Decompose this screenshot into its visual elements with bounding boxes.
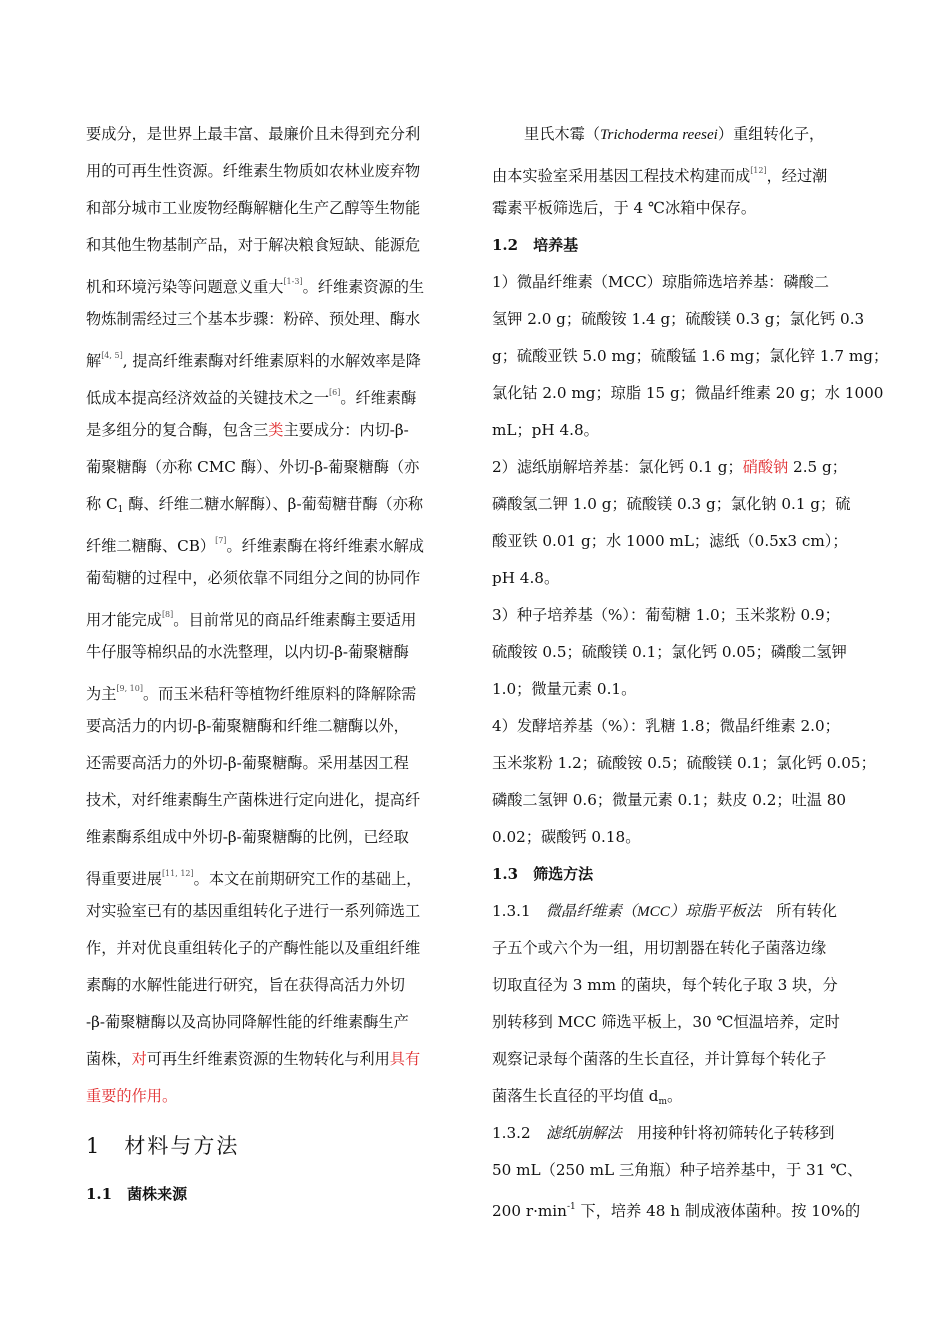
subscript: 1 (117, 505, 124, 515)
body-line (86, 272, 424, 297)
text-run: 2.5 g； (788, 458, 847, 476)
body-line: 50 mL（250 mL 三角瓶）种子培养基中，于 31 ℃、 (492, 1161, 863, 1179)
body-line: 牛仔服等棉织品的水洗整理，以内切-β-葡聚糖酶 (86, 643, 409, 661)
text-run: 200 r·min (492, 1202, 567, 1220)
text-run: 。 (666, 1087, 683, 1105)
highlighted-text: 硝酸钠 (742, 458, 789, 476)
text-run: , 提高纤维素酶对纤维素原料的水解效率是降 (122, 352, 421, 370)
body-line: 3）种子培养基（%）：葡萄糖 1.0；玉米浆粉 0.9； (492, 606, 840, 624)
body-line: 切取直径为 3 mm 的菌块，每个转化子取 3 块，分 (492, 976, 838, 994)
body-line (86, 531, 424, 556)
citation: [4, 5] (101, 351, 123, 360)
body-line: -β-葡聚糖酶以及高协同降解性能的纤维素酶生产 (86, 1013, 409, 1031)
body-line (492, 1197, 860, 1221)
text-run: 1.3.1 (492, 902, 546, 920)
citation: [8] (161, 610, 174, 619)
method-title: 滤纸崩解法 (545, 1125, 622, 1142)
subscript: m (658, 1097, 667, 1107)
text-run: 解 (86, 352, 102, 370)
subsection-heading: 1.1 菌株来源 (86, 1185, 188, 1203)
body-line (492, 901, 837, 922)
body-line: 1）微晶纤维素（MCC）琼脂筛选培养基：磷酸二 (492, 273, 830, 291)
body-line (86, 420, 409, 440)
body-line (86, 494, 423, 520)
body-line (86, 383, 416, 408)
body-line (492, 1123, 834, 1144)
body-line: 维素酶系组成中外切-β-葡聚糖酶的比例，已经取 (86, 828, 409, 846)
body-line: 和其他生物基制产品，对于解决粮食短缺、能源危 (86, 236, 421, 254)
body-line: 要成分，是世界上最丰富、最廉价且未得到充分利 (86, 125, 421, 143)
body-line: 重要的作用。 (86, 1087, 178, 1105)
body-line (492, 161, 827, 186)
text-run: 用接种针将初筛转化子转移到 (621, 1124, 835, 1142)
body-line: 和部分城市工业废物经酶解糖化生产乙醇等生物能 (86, 199, 421, 217)
body-line (86, 605, 416, 630)
body-line: 要高活力的内切-β-葡聚糖酶和纤维二糖酶以外， (86, 717, 409, 735)
body-line: 磷酸二氢钾 0.6；微量元素 0.1；麸皮 0.2；吐温 80 (492, 791, 847, 809)
highlighted-text: 对 (131, 1050, 147, 1068)
body-line: 0.02；碳酸钙 0.18。 (492, 828, 641, 846)
text-run: 为主 (86, 685, 117, 703)
body-line: 子五个或六个为一组，用切割器在转化子菌落边缘 (492, 939, 827, 957)
text-run: 菌落生长直径的平均值 d (492, 1087, 659, 1105)
text-run: 。纤维素酶在将纤维素水解成 (226, 537, 424, 555)
body-line: 4）发酵培养基（%）：乳糖 1.8；微晶纤维素 2.0； (492, 717, 840, 735)
body-line: mL；pH 4.8。 (492, 421, 599, 439)
text-run: 。纤维素酶 (340, 389, 417, 407)
body-line: 技术，对纤维素酶生产菌株进行定向进化，提高纤 (86, 791, 421, 809)
text-run: 主要成分：内切-β- (283, 421, 409, 439)
body-line: 霉素平板筛选后，于 4 ℃冰箱中保存。 (492, 199, 757, 217)
body-line (86, 679, 416, 704)
subsection-heading: 1.3 筛选方法 (492, 865, 594, 883)
text-run: 下，培养 48 h 制成液体菌种。按 10%的 (575, 1202, 861, 1220)
body-line (524, 124, 824, 145)
body-line (86, 1049, 420, 1069)
text-run: 用才能完成 (86, 611, 162, 629)
body-line: 硫酸铵 0.5；硫酸镁 0.1；氯化钙 0.05；磷酸二氢钾 (492, 643, 847, 661)
citation: [6] (329, 388, 341, 397)
body-line: 素酶的水解性能进行研究，旨在获得高活力外切 (86, 976, 405, 994)
text-run: 由本实验室采用基因工程技术构建而成 (492, 167, 751, 185)
body-line: pH 4.8。 (492, 569, 560, 587)
text-run: 可再生纤维素资源的生物转化与利用 (146, 1050, 390, 1068)
citation: [1-3] (283, 277, 303, 286)
body-line (86, 864, 421, 889)
text-run: 所有转化 (761, 902, 837, 920)
body-line: 酸亚铁 0.01 g；水 1000 mL；滤纸（0.5x3 cm）； (492, 532, 848, 550)
text-run: 得重要进展 (86, 870, 162, 888)
text-run: 。纤维素资源的生 (302, 278, 425, 296)
body-line: 氯化钴 2.0 mg；琼脂 15 g；微晶纤维素 20 g；水 1000 (492, 384, 884, 402)
body-line: 观察记录每个菌落的生长直径，并计算每个转化子 (492, 1050, 827, 1068)
body-line (86, 346, 421, 371)
text-run: 里氏木霉（ (524, 125, 600, 143)
method-title: 微晶纤维素（MCC）琼脂平板法 (545, 903, 762, 920)
highlighted-text: 类 (268, 421, 284, 439)
body-line: 葡聚糖酶（亦称 CMC 酶）、外切-β-葡聚糖酶（亦 (86, 458, 420, 476)
text-run: 1.3.2 (492, 1124, 546, 1142)
highlighted-text: 具有 (389, 1050, 421, 1068)
citation: [11, 12] (161, 869, 194, 878)
body-line: 用的可再生性资源。纤维素生物质如农林业废弃物 (86, 162, 421, 180)
species-name: Trichoderma reesei (599, 126, 718, 143)
text-run: 酶、纤维二糖水解酶）、β-葡萄糖苷酶（亦称 (123, 495, 424, 513)
citation: [7] (215, 536, 227, 545)
text-run: 。本文在前期研究工作的基础上， (193, 870, 422, 888)
text-run: 是多组分的复合酶，包含三 (86, 421, 269, 439)
text-run: 菌株， (86, 1050, 132, 1068)
body-line: 磷酸氢二钾 1.0 g；硫酸镁 0.3 g；氯化钠 0.1 g；硫 (492, 495, 851, 513)
text-run: 低成本提高经济效益的关键技术之一 (86, 389, 329, 407)
body-line: 氢钾 2.0 g；硫酸铵 1.4 g；硫酸镁 0.3 g；氯化钙 0.3 (492, 310, 865, 328)
text-run: 2）滤纸崩解培养基：氯化钙 0.1 g； (492, 458, 743, 476)
body-line: 葡萄糖的过程中，必须依靠不同组分之间的协同作 (86, 569, 421, 587)
superscript: -1 (566, 1202, 576, 1212)
text-run: 。目前常见的商品纤维素酶主要适用 (173, 611, 417, 629)
body-line: 还需要高活力的外切-β-葡聚糖酶。采用基因工程 (86, 754, 409, 772)
subsection-heading: 1.2 培养基 (492, 236, 579, 254)
body-line: 玉米浆粉 1.2；硫酸铵 0.5；硫酸镁 0.1；氯化钙 0.05； (492, 754, 876, 772)
text-run: 。而玉米秸秆等植物纤维原料的降解除需 (142, 685, 417, 703)
body-line: 1.0；微量元素 0.1。 (492, 680, 637, 698)
citation: [9, 10] (116, 684, 143, 693)
text-run: 纤维二糖酶、CB） (86, 537, 216, 555)
text-run: 称 C (86, 495, 118, 513)
body-line: 作，并对优良重组转化子的产酶性能以及重组纤维 (86, 939, 421, 957)
body-line: 物炼制需经过三个基本步骤：粉碎、预处理、酶水 (86, 310, 421, 328)
body-line (492, 457, 847, 477)
text-run: ，经过潮 (766, 167, 828, 185)
text-run: 机和环境污染等问题意义重大 (86, 278, 284, 296)
body-line (492, 1086, 682, 1112)
text-run: ）重组转化子， (717, 125, 825, 143)
section-heading: 1 材料与方法 (86, 1134, 240, 1158)
body-line: g；硫酸亚铁 5.0 mg；硫酸锰 1.6 mg；氯化锌 1.7 mg； (492, 347, 889, 365)
body-line: 对实验室已有的基因重组转化子进行一系列筛选工 (86, 902, 421, 920)
citation: [12] (750, 166, 767, 175)
body-line: 别转移到 MCC 筛选平板上，30 ℃恒温培养，定时 (492, 1013, 840, 1031)
